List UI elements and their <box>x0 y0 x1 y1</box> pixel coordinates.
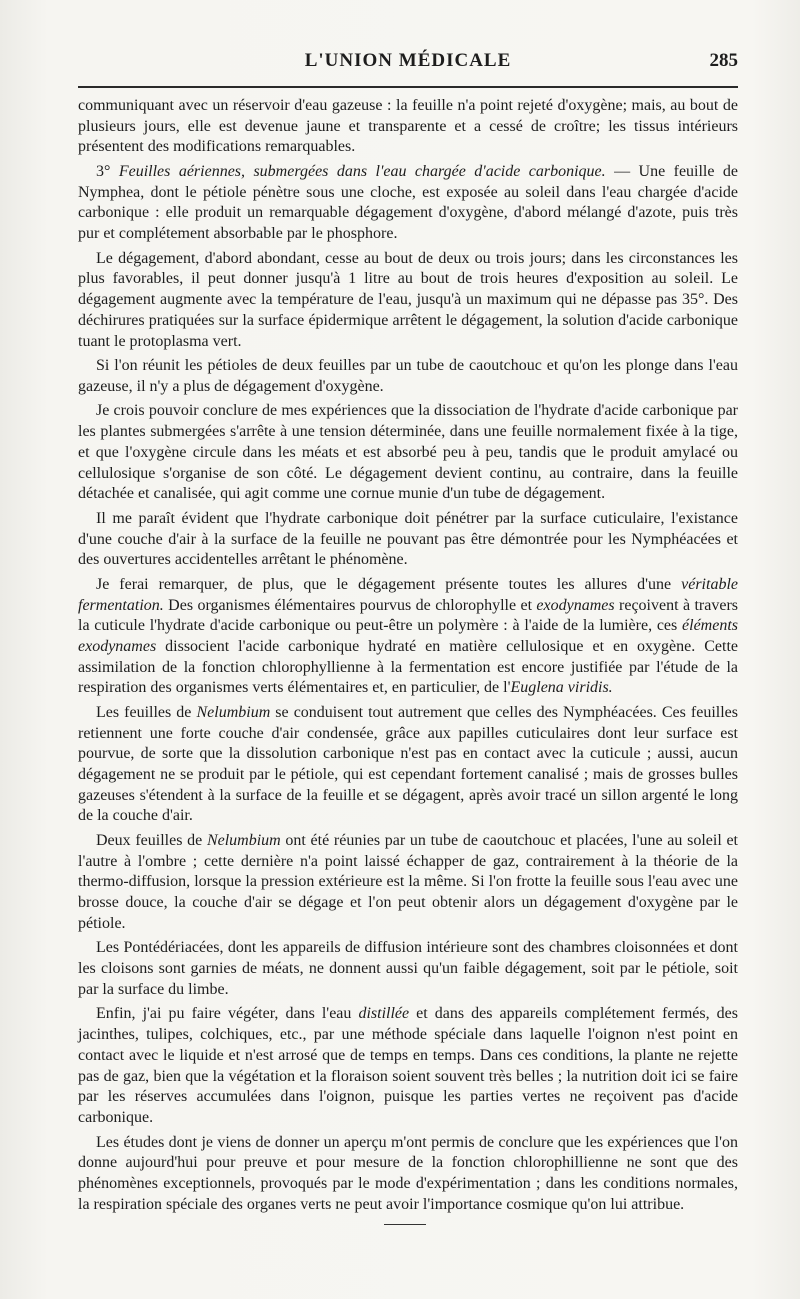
paragraph-8: Les feuilles de Nelumbium se conduisent tout autrement que celles des Nymphéacées. Ces feuilles retiennent une forte couche d'air condensée, grâce aux papilles cuticulaires dont leur surface est pourvue, de sorte que la dissolution carbonique n'est pas en contact avec la cuticule ; aussi, aucun dégagement ne se produit par le pétiole, qui est cependant fortement canalisé ; mais de grosses bulles gazeuses s'étendent à la surface de la feuille et se dégagent, après avoir tracé un sillon argenté le long de la couche d'air. <box>78 703 739 825</box>
paragraph-4: Si l'on réunit les pétioles de deux feuilles par un tube de caoutchouc et qu'on les plonge dans l'eau gazeuse, il n'y a plus de dégagement d'oxygène. <box>78 357 738 395</box>
paragraph-2: 3° Feuilles aériennes, submergées dans l'eau chargée d'acide carbonique. — Une feuille de Nymphea, dont le pétiole pénètre sous une cloche, est exposée au soleil dans l'eau chargée d'acide carbonique : elle produit un remarquable dégagement d'oxygène, d'abord mélangé d'azote, puis très pur et complétement absorbable par le phosphore. <box>78 163 739 243</box>
paragraph-1: communiquant avec un réservoir d'eau gazeuse : la feuille n'a point rejeté d'oxygène; mais, au bout de plusieurs jours, elle est devenue jaune et transparente et a cessé de croître; les tissus intérieurs présentent des modifications remarquables. <box>78 97 738 156</box>
paragraph-10: Les Pontédériacées, dont les appareils de diffusion intérieure sont des chambres cloisonnées et dont les cloisons sont garnies de méats, ne donnent aussi qu'un faible dégagement, soit par le pétiole, soit par la surface du limbe. <box>78 939 738 998</box>
page-header <box>78 50 738 80</box>
section-heading: Feuilles aériennes, submergées dans l'eau chargée d'acide carbonique. <box>118 163 606 180</box>
paragraph-9: Deux feuilles de Nelumbium ont été réunies par un tube de caoutchouc et placées, l'une au soleil et l'autre à l'ombre ; cette dernière n'a point laissé échapper de gaz, contrairement à la théorie de la thermo-diffusion, lorsque la pression extérieure est la même. Si l'on frotte la feuille sous l'eau avec une brosse douce, la couche d'air se dégage et l'on peut obtenir alors un dégagement d'oxygène par le pétiole. <box>78 832 739 932</box>
page-number: 285 <box>709 50 738 71</box>
running-head: L'UNION MÉDICALE <box>304 50 512 71</box>
paragraph-3: Le dégagement, d'abord abondant, cesse au bout de deux ou trois jours; dans les circonstances les plus favorables, il peut donner jusqu'à 1 litre au bout de trois heures d'exposition au soleil. Le dégagement augmente avec la température de l'eau, jusqu'à un maximum qui ne dépasse pas 35°. Des déchirures pratiquées sur la surface épidermique arrêtent le dégagement, la solution d'acide carbonique tuant le protoplasma vert. <box>78 249 738 350</box>
paragraph-12: Les études dont je viens de donner un aperçu m'ont permis de conclure que les expériences que l'on donne aujourd'hui pour preuve et pour mesure de la fonction chlorophillienne ne sont que des phénomènes exceptionnels, provoqués par le mode d'expérimentation ; dans les conditions normales, la respiration spéciale des organes verts ne peut avoir l'importance cosmique qu'on lui attribue. <box>78 1133 738 1213</box>
end-rule <box>384 1224 426 1225</box>
paragraph-5: Je crois pouvoir conclure de mes expériences que la dissociation de l'hydrate d'acide carbonique par les plantes submergées s'arrête à une tension déterminée, dans une feuille normalement fixée à la tige, et que l'oxygène circule dans les méats et est absorbé peu à peu, tandis que le produit amylacé ou cellulosique s'organise de son côté. Le dégagement devient continu, au contraire, dans la feuille détachée et canalisée, qui agit comme une cornue munie d'un tube de dégagement. <box>78 402 738 503</box>
paragraph-6: Il me paraît évident que l'hydrate carbonique doit pénétrer par la surface cuticulaire, l'existance d'une couche d'air à la surface de la feuille ne pouvant pas être démontrée pour les Nymphéacées et des ouvertures accidentelles arrêtant le phénomène. <box>78 509 738 569</box>
paragraph-7: Je ferai remarquer, de plus, que le dégagement présente toutes les allures d'une véritable fermentation. Des organismes élémentaires pourvus de chlorophylle et exodynames reçoivent à travers la cuticule l'hydrate d'acide carbonique ou peut-être un polymère : à l'aide de la lumière, ces éléments exodynames dissocient l'acide carbonique hydraté en matière cellulosique et en oxygène. Cette assimilation de la fonction chlorophyllienne à la fermentation est encore justifiée par l'étude de la respiration des organismes verts élémentaires et, en particulier, de l'Euglena viridis. <box>78 575 738 697</box>
paragraph-11: Enfin, j'ai pu faire végéter, dans l'eau distillée et dans des appareils complétement fermés, des jacinthes, tulipes, colchiques, etc., par une méthode spéciale dans laquelle l'oignon n'est point en contact avec le liquide et n'est arrosé que de temps en temps. Dans ces conditions, la plante ne rejette pas de gaz, bien que la végétation et la floraison soient souvent très belles ; la nutrition doit ici se faire par les réserves accumulées dans l'oignon, puisque les parties vertes ne reçoivent pas d'acide carbonique. <box>78 1005 738 1126</box>
article-body <box>78 96 738 1219</box>
header-rule <box>78 86 738 88</box>
